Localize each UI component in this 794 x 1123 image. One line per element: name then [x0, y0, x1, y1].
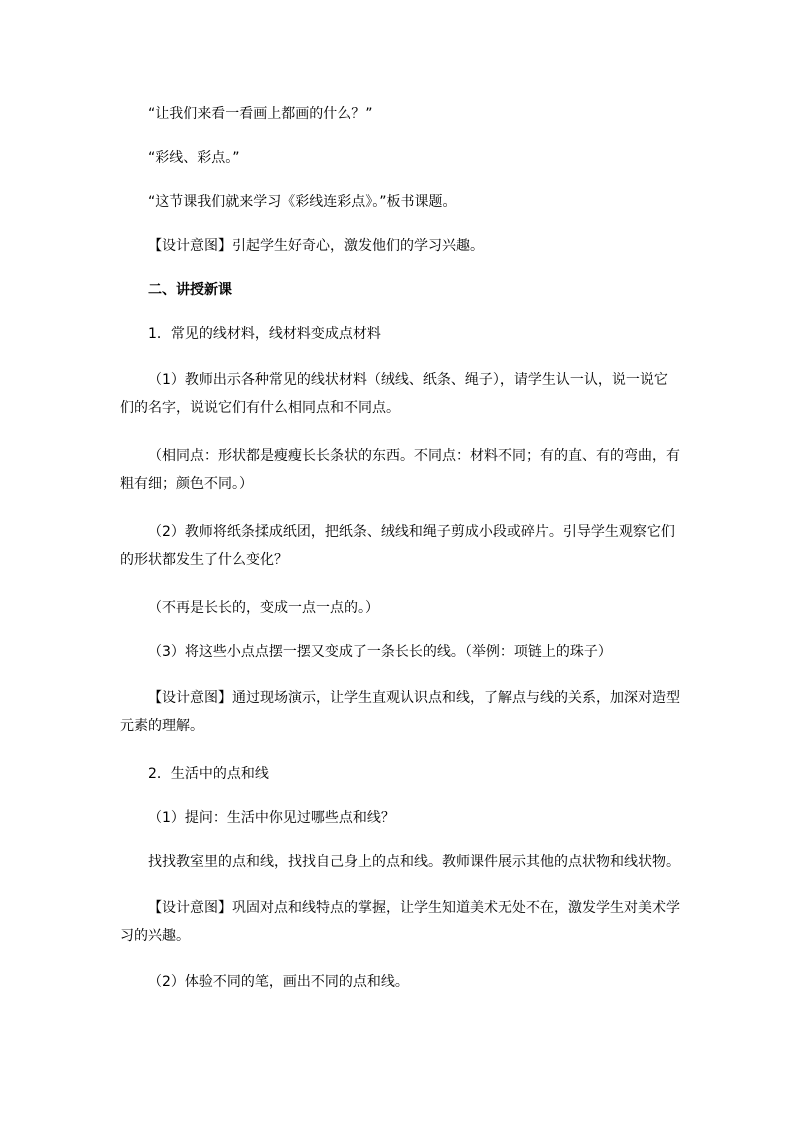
paragraph-step-3: （3）将这些小点点摆一摆又变成了一条长长的线。（举例：项链上的珠子）	[148, 644, 612, 660]
paragraph-observation: （不再是长长的，变成一点一点的。）	[148, 600, 379, 616]
section-heading-new-lesson: 二、讲授新课	[148, 282, 232, 298]
subheading-line-materials: 1．常见的线材料，线材料变成点材料	[148, 326, 381, 342]
paragraph-lesson-title: “这节课我们就来学习《彩线连彩点》。”板书课题。	[148, 194, 457, 210]
paragraph-find-dots-lines: 找找教室里的点和线，找找自己身上的点和线。教师课件展示其他的点状物和线状物。	[148, 854, 680, 870]
paragraph-step-2: （2）教师将纸条揉成纸团，把纸条、绒线和绳子剪成小段或碎片。引导学生观察它们的形状都发生了什么变化？	[120, 524, 675, 568]
subheading-dots-lines-in-life: 2．生活中的点和线	[148, 766, 269, 782]
paragraph-step-1: （1）教师出示各种常见的线状材料（绒线、纸条、绳子），请学生认一认，说一说它们的名字，说说它们有什么相同点和不同点。	[120, 372, 668, 416]
paragraph-dialogue-answer: “彩线、彩点。”	[148, 150, 240, 166]
paragraph-similarities: （相同点：形状都是瘦瘦长长条状的东西。不同点：材料不同；有的直、有的弯曲，有粗有细；颜色不同。）	[120, 448, 680, 492]
paragraph-design-intent-2: 【设计意图】通过现场演示，让学生直观认识点和线，了解点与线的关系，加深对造型元素的理解。	[120, 690, 680, 734]
paragraph-dialogue-question: “让我们来看一看画上都画的什么？”	[148, 106, 373, 122]
paragraph-experience-pens: （2）体验不同的笔，画出不同的点和线。	[148, 974, 409, 990]
paragraph-question: （1）提问：生活中你见过哪些点和线？	[148, 810, 395, 826]
paragraph-design-intent-1: 【设计意图】引起学生好奇心，激发他们的学习兴趣。	[148, 238, 484, 254]
paragraph-design-intent-3: 【设计意图】巩固对点和线特点的掌握，让学生知道美术无处不在，激发学生对美术学习的兴趣。	[120, 900, 680, 944]
